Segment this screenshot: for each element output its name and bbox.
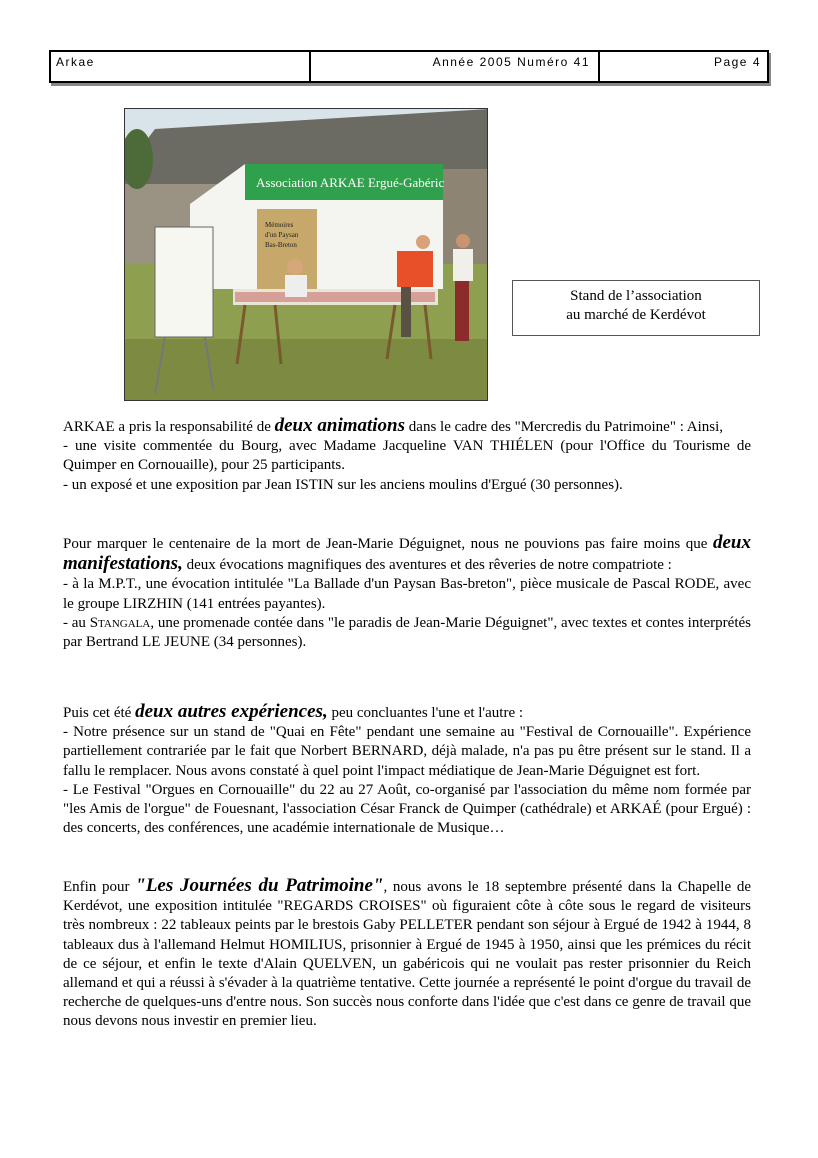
- p4-emphasis: "Les Journées du Patrimoine": [135, 875, 384, 896]
- paragraph-journees: [63, 876, 751, 1032]
- p4-text: , nous avons le 18 septembre présenté dans la Chapelle de Kerdévot, une exposition intitulée "REGARDS CROISES" où figuraient côte à côte sous le regard de visiteurs très nombreux : 22 tableaux peints par le brestois Gaby PELLETER pendant son séjour à Ergué de 1942 à 1944, 8 tableaux dus à l'allemand Helmut HOMILIUS, prisonnier à Ergué de 1945 à 1950, ainsi que les prémices du récit de ce séjour, et enfin le texte d'Alain QUELVEN, un gabéricois qui ne voulait pas rester prisonnier du Reich allemand et qui a réussi à s'évader à la quatrième tentative. Cette journée a représenté le point d'orgue du travail de recherche de quelques-uns d'entre nous. Son succès nous conforte dans l'idée que c'est dans ce genre de travail que nous devons nous investir en premier lieu.: [63, 879, 752, 1030]
- p2-item: - à la M.P.T., une évocation intitulée "La Ballade d'un Paysan Bas-breton", pièce musicale de Pascal RODE, avec le groupe LIRZHIN (141 entrées payantes).: [63, 576, 751, 612]
- photo-sign-line: Bas-Breton: [265, 241, 297, 249]
- p2-stangala: Stangala: [89, 614, 151, 631]
- p1-item: - un exposé et une exposition par Jean ISTIN sur les anciens moulins d'Ergué (30 personnes).: [63, 476, 623, 493]
- p3-item: - Notre présence sur un stand de "Quai en Fête" pendant une semaine au "Festival de Cornouaille". Expérience partiellement contrariée par le fait que Norbert BERNARD, déjà malade, n'a pas pu être présent sur le stand. Il a fallu le remplacer. Nous avons constaté à quel point l'impact médiatique de Jean-Marie Déguignet est fort.: [63, 724, 751, 779]
- photo-caption: [512, 280, 760, 336]
- header-cell-left: [49, 50, 311, 83]
- svg-text:Mémoires d'un Paysan: [265, 221, 300, 249]
- p1-item: - une visite commentée du Bourg, avec Madame Jacqueline VAN THIÉLEN (pour l'Office du Tourisme de Quimper en Cornouaille), pour 25 participants.: [63, 438, 751, 474]
- p3-text: peu concluantes l'une et l'autre :: [327, 705, 524, 721]
- stand-photo-illustration: [125, 109, 488, 401]
- p3-emphasis: deux autres expériences,: [135, 701, 328, 722]
- p2-text: Pour marquer le centenaire de la mort de Jean-Marie Déguignet, nous ne pouvions pas faire moins que: [63, 536, 713, 552]
- photo-sign-line: d'un Paysan: [265, 231, 299, 239]
- p1-text: dans le cadre des "Mercredis du Patrimoine" : Ainsi,: [405, 419, 724, 435]
- header-cell-center: [309, 50, 600, 83]
- header-title: Arkae: [56, 55, 95, 69]
- p4-text: Enfin pour: [63, 879, 136, 895]
- paragraph-experiences: [63, 702, 751, 838]
- caption-line: au marché de Kerdévot: [566, 307, 706, 323]
- p2-item: - au: [63, 614, 90, 631]
- p2-text: deux évocations magnifiques des aventures et des rêveries de notre compatriote :: [182, 557, 672, 574]
- header-issue: Année 2005 Numéro 41: [432, 55, 590, 69]
- p2-item: , une promenade contée dans "le paradis de Jean-Marie Déguignet", avec textes et contes interprétés par Bertrand LE JEUNE (34 personnes).: [63, 614, 751, 651]
- photo-banner: Association ARKAE Ergué-Gabéric: [256, 175, 445, 190]
- paragraph-manifestations: [63, 533, 751, 652]
- caption-line: Stand de l’association: [570, 288, 702, 304]
- header-page: Page 4: [713, 55, 761, 69]
- paragraph-animations: [63, 416, 751, 495]
- p1-text: ARKAE a pris la responsabilité de: [63, 419, 275, 435]
- header-cell-right: [598, 50, 769, 83]
- stand-photo: [124, 108, 488, 401]
- p3-item: - Le Festival "Orgues en Cornouaille" du 22 au 27 Août, co-organisé par l'association du même nom formée par "les Amis de l'orgue" de Fouesnant, l'association César Franck de Quimper (cathédrale) et ARKAÉ (pour Ergué) : des concerts, des conférences, une académie internationale de Musique…: [63, 781, 751, 837]
- photo-sign-line: Mémoires: [265, 221, 294, 229]
- p2-emphasis: deux manifestations,: [63, 532, 751, 575]
- p1-emphasis: deux animations: [274, 415, 406, 436]
- p3-text: Puis cet été: [63, 705, 136, 721]
